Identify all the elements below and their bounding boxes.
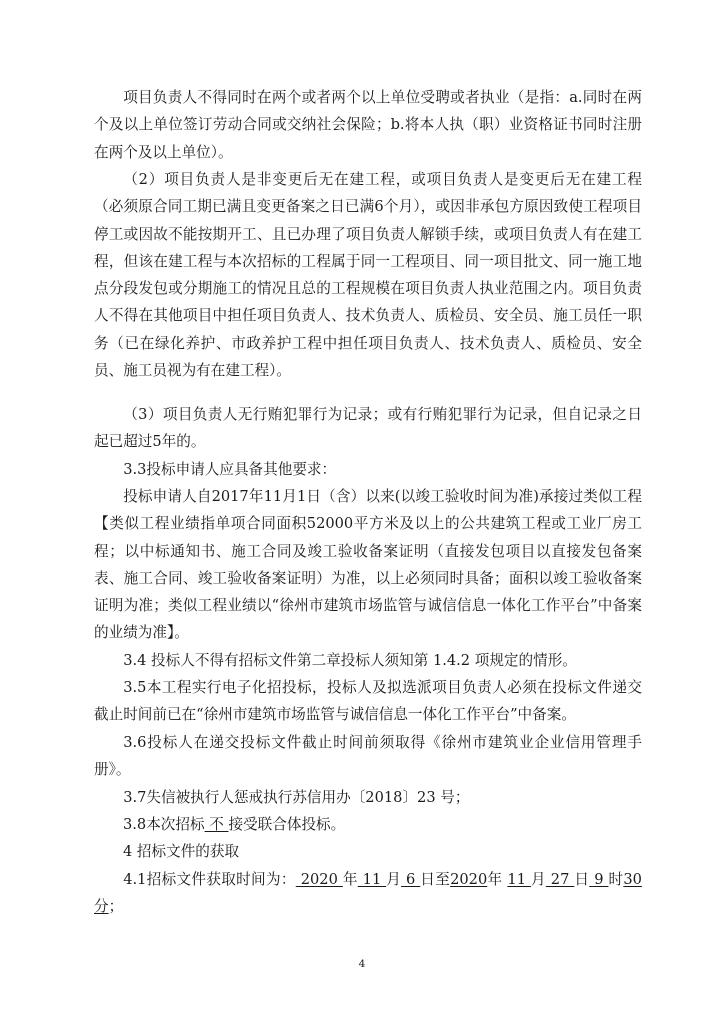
paragraph-project-leader-restriction: 项目负责人不得同时在两个或者两个以上单位受聘或者执业（是指：a.同时在两个及以上单位签订劳动合同或交纳社会保险；b.将本人执（职）业资格证书同时注册在两个及以上单位）。 [94,89,642,161]
text-hour: 时 [608,871,624,888]
paragraph-4-1 [94,866,642,921]
paragraph-3-3: 3.3投标申请人应具备其他要求： [123,461,337,478]
paragraph-3-6: 3.6投标人在递交投标文件截止时间前须取得《徐州市建筑业企业信用管理手册》。 [94,734,642,779]
text-day-2: 日 [574,871,590,888]
text-month: 月 [386,871,402,888]
text-month-2: 月 [530,871,546,888]
section-4-heading: 4 招标文件的获取 [123,843,240,860]
start-day: 6 [401,871,421,888]
text-year-2: 年 [487,871,508,888]
end-day: 27 [545,871,575,888]
paragraph-item-3: （3）项目负责人无行贿犯罪行为记录；或有行贿犯罪行为记录，但自记录之日起已超过5年的。 [94,406,642,451]
end-month: 11 [507,871,531,888]
paragraph-3-5: 3.5本工程实行电子化招投标，投标人及拟选派项目负责人必须在投标文件递交截止时间前已在“徐州市建筑市场监管与诚信信息一体化工作平台”中备案。 [94,679,642,724]
paragraph-3-8 [123,811,345,838]
text-minute: 分 [94,898,109,916]
end-hour: 9 [589,871,609,888]
text-3-8-suffix: 接受联合体投标。 [228,816,346,833]
end-year: 2020 [450,871,488,888]
end-minute: 30 [623,871,642,888]
text-4-1-label: 4.1招标文件获取时间为： [123,871,296,888]
page-number: 4 [358,958,366,970]
text-semicolon: ； [108,898,124,916]
text-day-to: 日至 [420,871,451,888]
underlined-not: 不 [204,816,229,833]
start-year: 2020 [295,871,343,888]
text-3-8-prefix: 3.8本次招标 [123,816,205,833]
paragraph-item-2: （2）项目负责人是非变更后无在建工程，或项目负责人是变更后无在建工程（必须原合同工期已满且变更备案之日已满6个月），或因非承包方原因致使工程项目停工或因故不能按期开工、且已办理了项目负责人解锁手续，或项目负责人有在建工程，但该在建工程与本次招标的工程属于同一工程项目、同一项目批文、同一施工地点分段发包或分期施工的情况且总的工程规模在项目负责人执业范围之内。项目负责人不得在其他项目中担任项目负责人、技术负责人、质检员、安全员、施工员任一职务（已在绿化养护、市政养护工程中担任项目负责人、技术负责人、质检员、安全员、施工员视为有在建工程）。 [94,171,642,380]
paragraph-3-7: 3.7失信被执行人惩戒执行苏信用办〔2018〕23 号； [123,789,470,806]
start-month: 11 [357,871,387,888]
text-year: 年 [342,871,358,888]
paragraph-similar-projects: 投标申请人自2017年11月1日（含）以来(以竣工验收时间为准)承接过类似工程【类似工程业绩指单项合同面积52000平方米及以上的公共建筑工程或工业厂房工程；以中标通知书、施工合同及竣工验收备案证明（直接发包项目以直接发包备案表、施工合同、竣工验收备案证明）为准，以上必须同时具备；面积以竣工验收备案证明为准；类似工程业绩以“徐州市建筑市场监管与诚信信息一体化工作平台”中备案的业绩为准】。 [94,488,642,642]
paragraph-3-4: 3.4 投标人不得有招标文件第二章投标人须知第 1.4.2 项规定的情形。 [123,652,577,669]
